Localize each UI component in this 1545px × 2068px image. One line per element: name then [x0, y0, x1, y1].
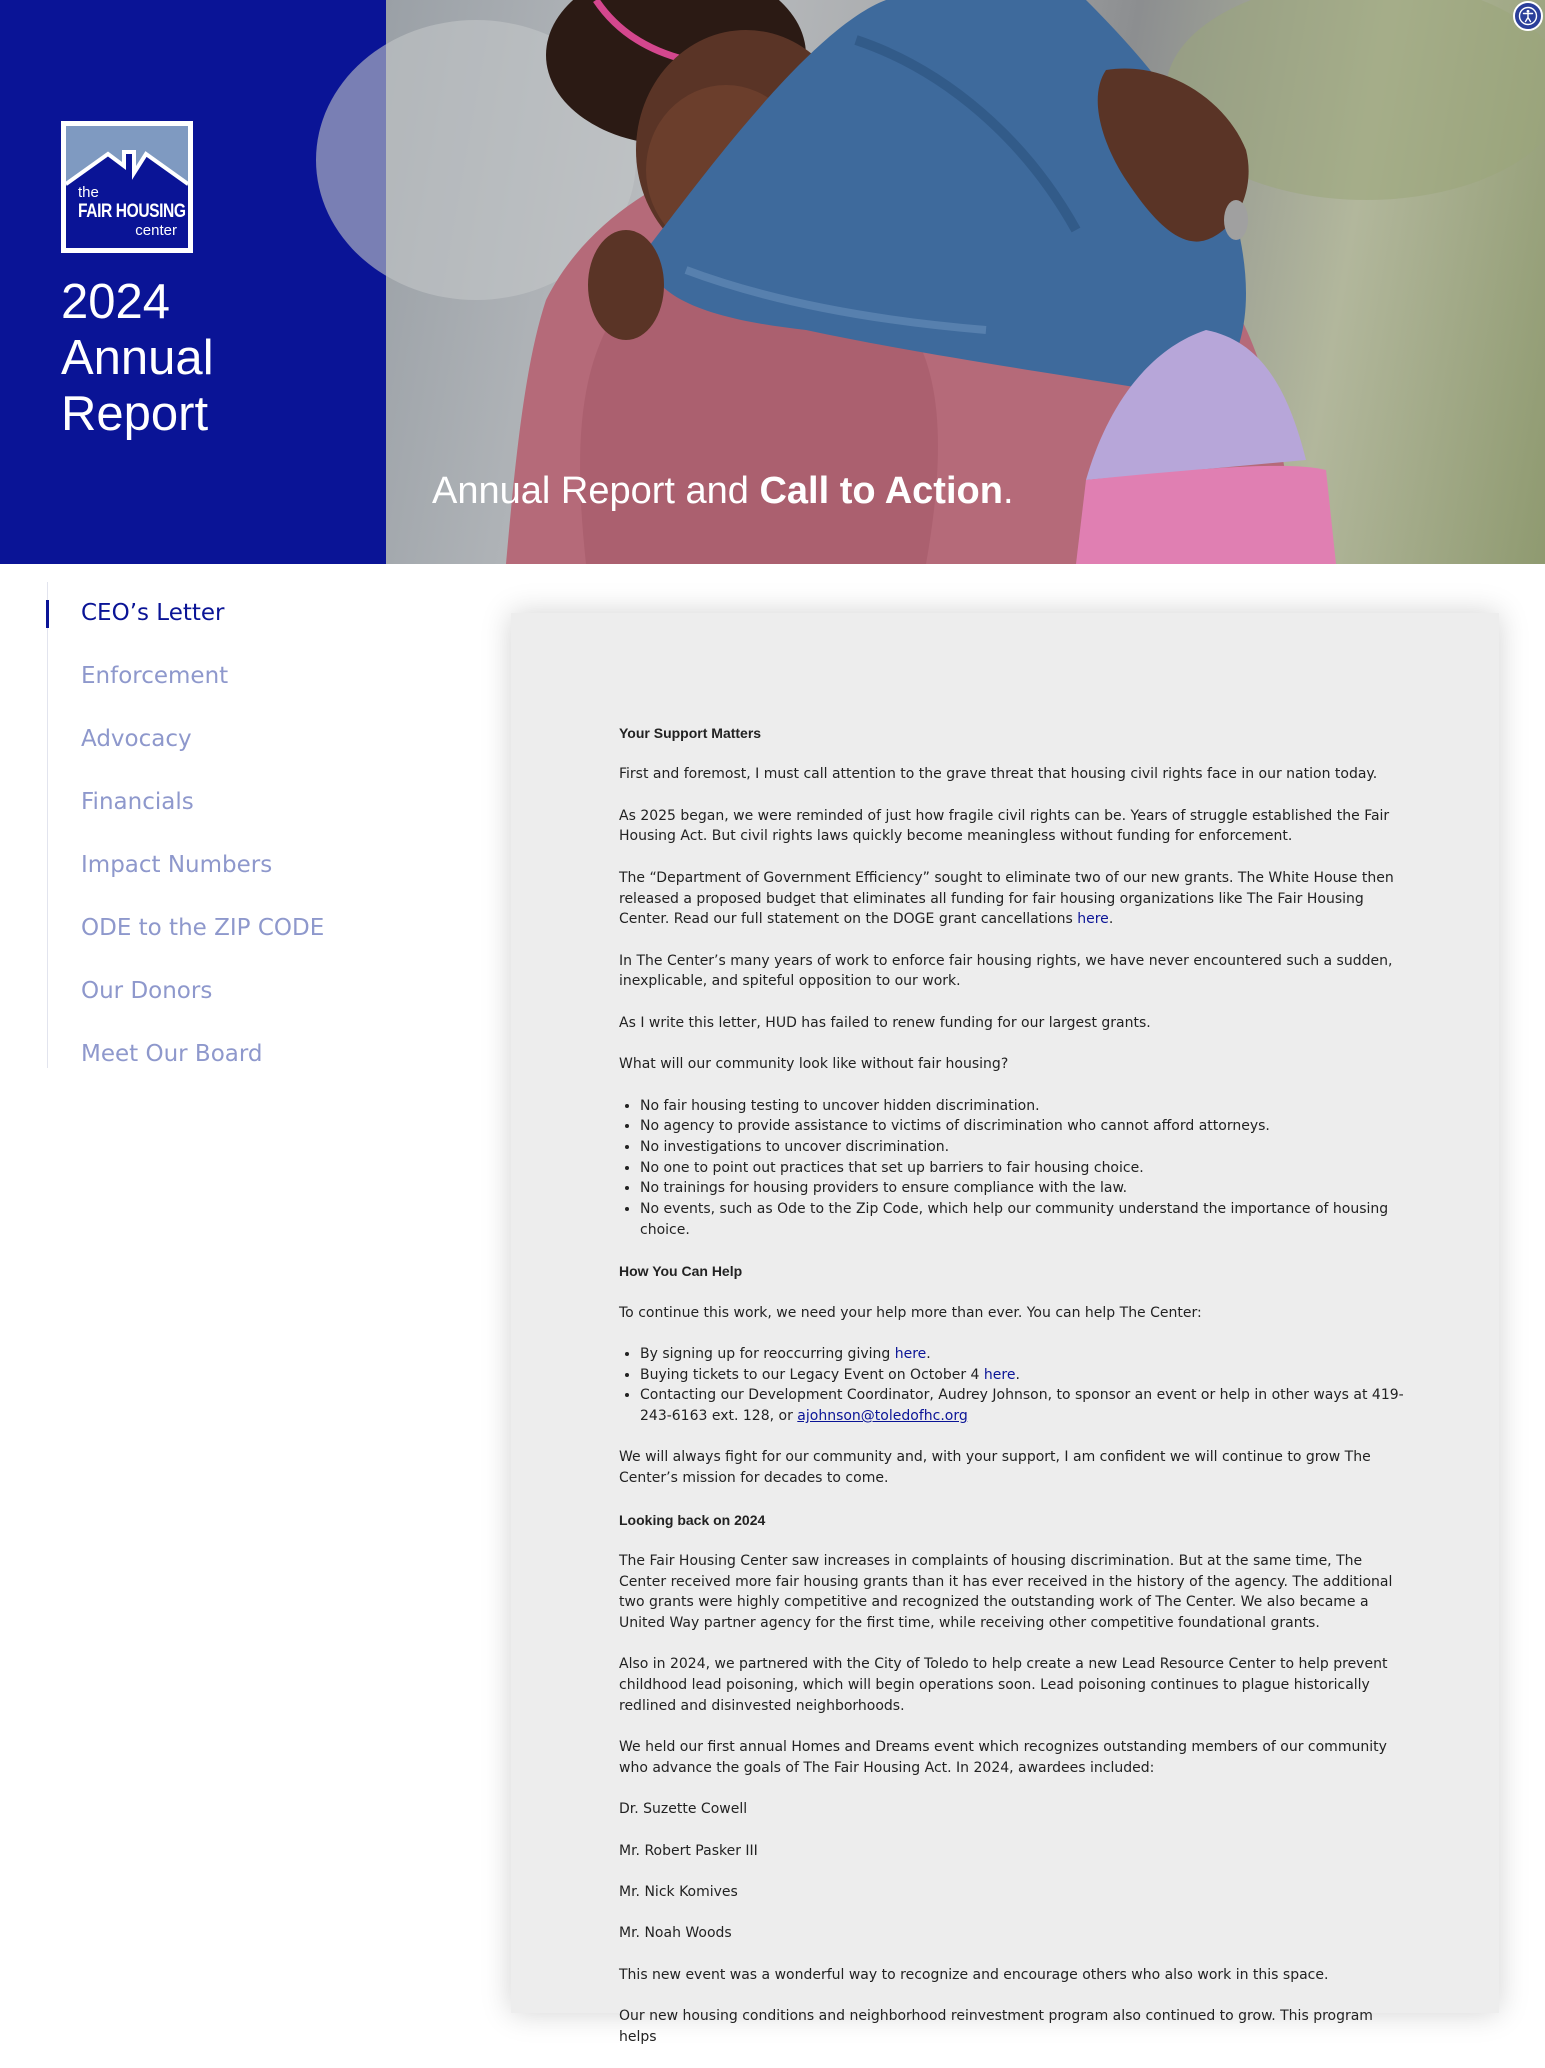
heading-your-support-matters: Your Support Matters [619, 725, 762, 741]
recurring-giving-link[interactable]: here [894, 1345, 927, 1362]
nav-item-ceos-letter[interactable]: CEO’s Letter [81, 600, 225, 626]
paragraph-end: . [1108, 911, 1114, 928]
nav-item-meet-our-board[interactable]: Meet Our Board [81, 1041, 263, 1067]
hero-tagline [432, 466, 1014, 516]
list-item [640, 1365, 1409, 1386]
how-to-help-list [640, 1344, 1409, 1427]
list-item [640, 1385, 1409, 1426]
list-item: • No one to point out practices that set up barriers to fair housing choice. [640, 1158, 1409, 1179]
active-indicator [46, 600, 49, 628]
list-item-end: . [1015, 1366, 1020, 1383]
accessibility-button[interactable] [1513, 1, 1543, 31]
paragraph: We will always fight for our community and, with your support, I am confident we will continue to grow The Center’s mission for decades to come. [619, 1449, 1371, 1487]
awardee: Mr. Nick Komives [619, 1884, 738, 1901]
ceo-letter-card [511, 613, 1499, 2045]
awardee: Dr. Suzette Cowell [619, 1801, 748, 1818]
legacy-event-tickets-link[interactable]: here [983, 1366, 1016, 1383]
awardee: Mr. Noah Woods [619, 1925, 732, 1942]
paragraph: As I write this letter, HUD has failed to renew funding for our largest grants. [619, 1014, 1151, 1031]
nav-item-advocacy[interactable]: Advocacy [81, 726, 192, 752]
paragraph: Our new housing conditions and neighborhood reinvestment program also continued to grow. This program helps [619, 2008, 1373, 2045]
paragraph: First and foremost, I must call attention to the grave threat that housing civil rights face in our nation today. [619, 766, 1378, 783]
logo-line-center: center [135, 222, 177, 239]
report-title-report: Report [61, 387, 209, 441]
email-link[interactable]: ajohnson@toledofhc.org [797, 1408, 968, 1425]
report-title-year: 2024 [61, 275, 171, 329]
heading-looking-back-2024: Looking back on 2024 [619, 1511, 766, 1528]
paragraph: The Fair Housing Center saw increases in complaints of housing discrimination. But at the same time, The Center received more fair housing grants than it has ever received in the history of the agency. The additional two grants were highly competitive and recognized the outstanding work of The Center. We also became a United Way partner agency for the first time, while receiving other competitive foundational grants. [619, 1552, 1393, 1632]
logo-line-the: the [78, 184, 99, 201]
hero-title-panel [0, 0, 386, 564]
heading-how-you-can-help: How You Can Help [619, 1263, 743, 1280]
tagline-plain: Annual Report and [432, 470, 760, 512]
nav-item-impact-numbers[interactable]: Impact Numbers [81, 852, 273, 878]
without-fair-housing-list [640, 1096, 1409, 1241]
nav-item-financials[interactable]: Financials [81, 789, 194, 815]
paragraph: To continue this work, we need your help more than ever. You can help The Center: [619, 1304, 1202, 1321]
paragraph: This new event was a wonderful way to recognize and encourage others who also work in this space. [619, 1966, 1329, 1983]
tagline-bold: Call to Action [759, 470, 1003, 512]
paragraph-text: The “Department of Government Efficiency” sought to eliminate two of our new grants. The White House then released a proposed budget that eliminates all funding for fair housing organizations like The Fair Housing Center. Read our full statement on the DOGE grant cancellations [619, 869, 1394, 928]
doge-statement-link[interactable]: here [1077, 911, 1109, 928]
list-item: • No events, such as Ode to the Zip Code, which help our community understand the importance of housing choice. [640, 1199, 1409, 1240]
list-item-text: By signing up for reoccurring giving [640, 1345, 895, 1362]
paragraph: What will our community look like without fair housing? [619, 1056, 1009, 1073]
list-item: • No investigations to uncover discrimination. [640, 1137, 1409, 1158]
ceo-letter-body [619, 723, 1409, 2068]
nav-item-enforcement[interactable]: Enforcement [81, 663, 229, 689]
paragraph: In The Center’s many years of work to enforce fair housing rights, we have never encountered such a sudden, inexplicable, and spiteful opposition to our work. [619, 952, 1393, 990]
paragraph: Also in 2024, we partnered with the City of Toledo to help create a new Lead Resource Center to help prevent childhood lead poisoning, which will begin operations soon. Lead poisoning continues to plague historically redlined and disinvested neighborhoods. [619, 1656, 1388, 1714]
hero-banner [0, 0, 1545, 564]
awardee: Mr. Robert Pasker III [619, 1842, 758, 1859]
list-item-end: . [926, 1345, 931, 1362]
section-nav [47, 582, 407, 1068]
paragraph [619, 868, 1409, 930]
paragraph: We held our first annual Homes and Dreams event which recognizes outstanding members of our community who advance the goals of The Fair Housing Act. In 2024, awardees included: [619, 1739, 1387, 1776]
report-title-annual: Annual [61, 331, 214, 385]
logo-line-name: FAIR HOUSING [78, 201, 186, 222]
list-item [640, 1344, 1409, 1365]
paragraph: As 2025 began, we were reminded of just how fragile civil rights can be. Years of struggle established the Fair Housing Act. But civil rights laws quickly become meaningless without funding for enforcement. [619, 807, 1390, 845]
list-item: • No agency to provide assistance to victims of discrimination who cannot afford attorneys. [640, 1116, 1409, 1137]
nav-item-ode-to-the-zip-code[interactable]: ODE to the ZIP CODE [81, 915, 325, 941]
accessibility-icon [1518, 6, 1538, 26]
list-item-text: Buying tickets to our Legacy Event on October 4 [640, 1366, 984, 1383]
list-item: • No fair housing testing to uncover hidden discrimination. [640, 1096, 1409, 1117]
nav-item-our-donors[interactable]: Our Donors [81, 978, 213, 1004]
list-item: • No trainings for housing providers to ensure compliance with the law. [640, 1178, 1409, 1199]
report-title [61, 274, 361, 442]
fair-housing-logo[interactable] [61, 121, 193, 253]
list-item-text: Contacting our Development Coordinator, Audrey Johnson, to sponsor an event or help in other ways at 419-243-6163 ext. 128, or [640, 1387, 1404, 1425]
tagline-end: . [1002, 470, 1014, 512]
